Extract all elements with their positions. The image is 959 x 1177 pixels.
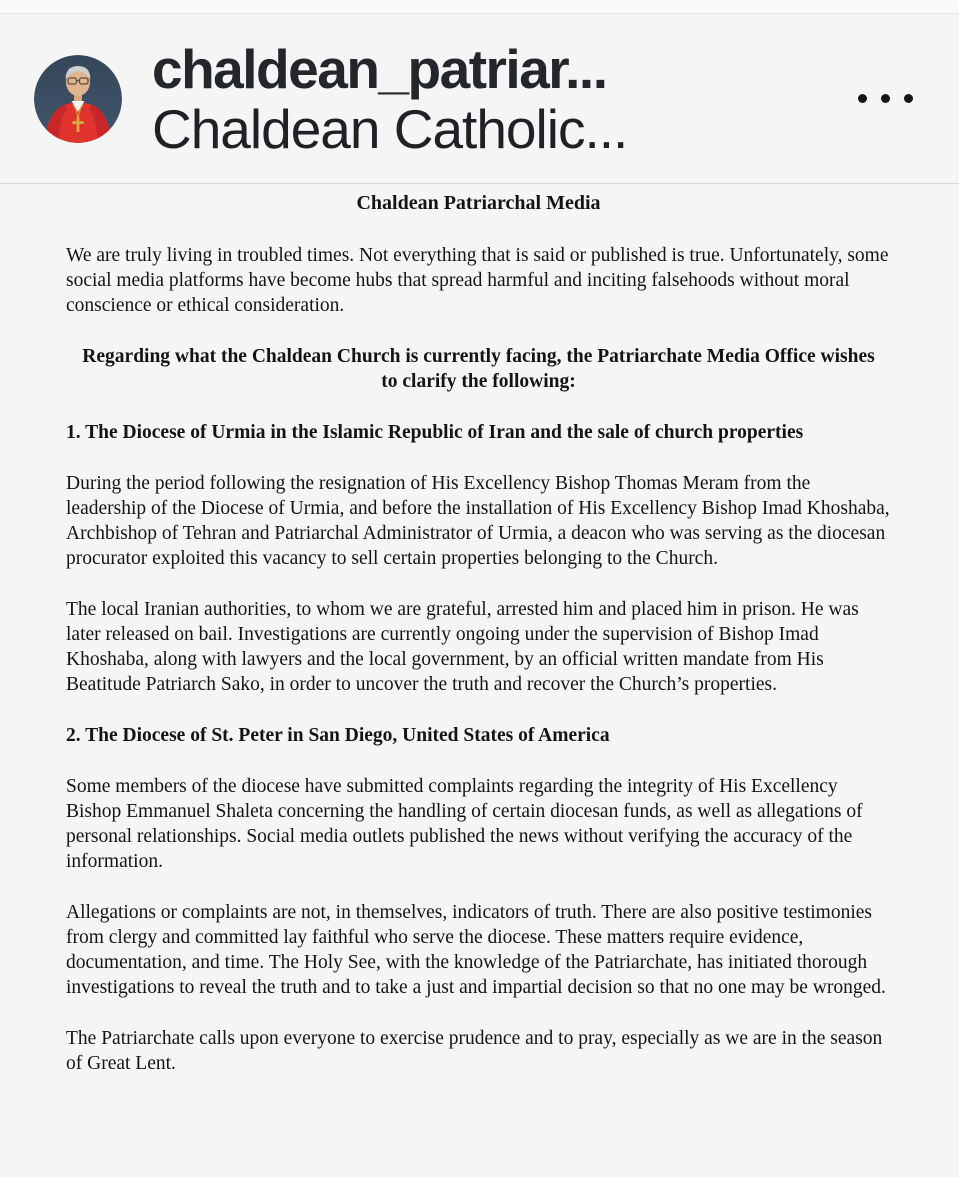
section1-paragraph-2: The local Iranian authorities, to whom we are grateful, arrested him and placed him in prison. He was later released on bail. Investigations are currently ongoing under the supervision of Bishop Imad Khoshaba, along with lawyers and the local government, by an official written mandate from His Beatitude Patriarch Sako, in order to uncover the truth and recover the Church’s properties. bbox=[66, 599, 859, 695]
ellipsis-dot bbox=[858, 94, 867, 103]
top-strip bbox=[0, 0, 959, 14]
username[interactable]: chaldean_patriar... bbox=[152, 38, 607, 100]
patriarch-portrait-icon bbox=[34, 55, 122, 143]
document-title: Chaldean Patriarchal Media bbox=[356, 192, 601, 214]
ellipsis-dot bbox=[904, 94, 913, 103]
section2-paragraph-2: Allegations or complaints are not, in themselves, indicators of truth. There are also positive testimonies from clergy and committed lay faithful who serve the diocese. These matters require evidence, documentation, and time. The Holy See, with the knowledge of the Patriarchate, has initiated thorough investigations to reveal the truth and to take a just and impartial decision so that no one may be wronged. bbox=[66, 902, 886, 998]
section1-heading: 1. The Diocese of Urmia in the Islamic Republic of Iran and the sale of church properties bbox=[66, 422, 804, 443]
closing-paragraph: The Patriarchate calls upon everyone to exercise prudence and to pray, especially as we are in the season of Great Lent. bbox=[66, 1028, 883, 1074]
intro-paragraph: We are truly living in troubled times. Not everything that is said or published is true. Unfortunately, some social media platforms have become hubs that spread harmful and inciting falsehoods without moral conscience or ethical consideration. bbox=[66, 245, 889, 316]
statement-document bbox=[0, 184, 959, 1177]
section1-paragraph-1: During the period following the resignation of His Excellency Bishop Thomas Meram from the leadership of the Diocese of Urmia, and before the installation of His Excellency Bishop Imad Khoshaba, Archbishop of Tehran and Patriarchal Administrator of Urmia, a deacon who was serving as the diocesan procurator exploited this vacancy to sell certain properties belonging to the Church. bbox=[66, 473, 890, 569]
account-subtitle[interactable]: Chaldean Catholic... bbox=[152, 97, 628, 159]
header-text bbox=[152, 39, 627, 159]
ellipsis-dot bbox=[881, 94, 890, 103]
more-options-button[interactable] bbox=[854, 82, 917, 115]
post-header bbox=[0, 14, 959, 184]
section2-heading: 2. The Diocese of St. Peter in San Diego, United States of America bbox=[66, 725, 610, 746]
section2-paragraph-1: Some members of the diocese have submitted complaints regarding the integrity of His Excellency Bishop Emmanuel Shaleta concerning the handling of certain diocesan funds, as well as allegations of personal relationships. Social media outlets published the news without verifying the accuracy of the information. bbox=[66, 776, 863, 872]
clarification-lead: Regarding what the Chaldean Church is currently facing, the Patriarchate Media Office wishes to clarify the following: bbox=[82, 346, 875, 392]
avatar[interactable] bbox=[34, 55, 122, 143]
